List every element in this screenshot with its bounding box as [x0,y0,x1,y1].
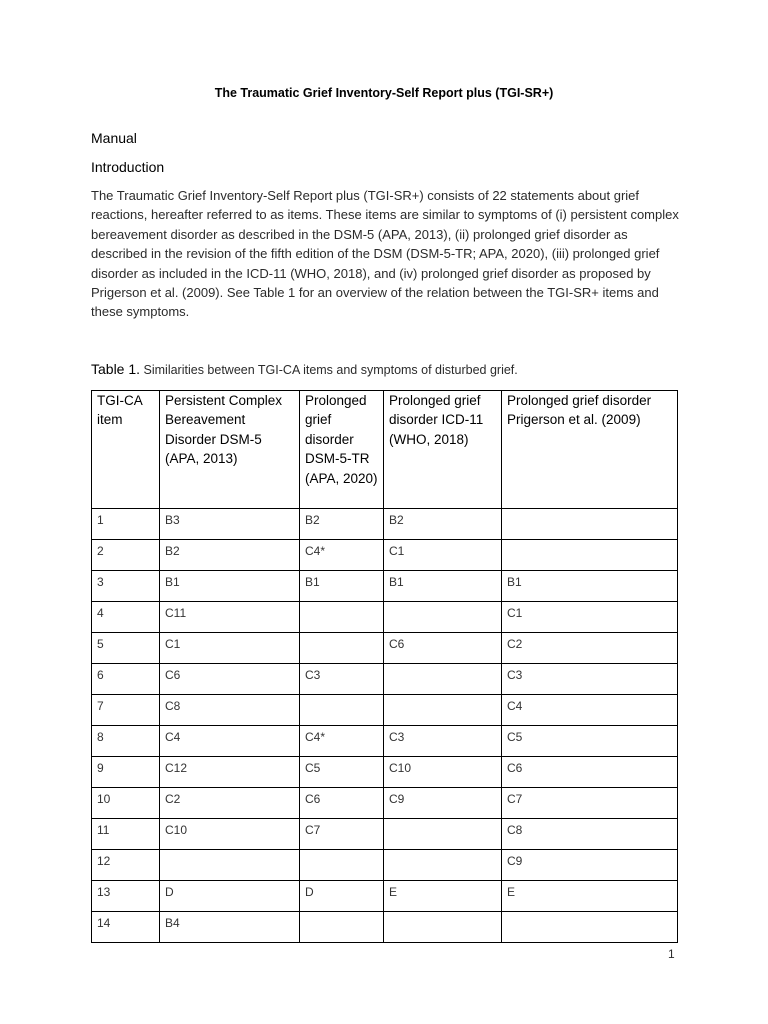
table-cell: B3 [160,509,300,540]
table-cell: C7 [300,819,384,850]
table-cell: C3 [300,664,384,695]
symptom-table [91,390,678,943]
table-cell: C5 [300,757,384,788]
table-row [92,912,678,943]
table-cell: 13 [92,881,160,912]
table-cell: 9 [92,757,160,788]
table-cell: E [502,881,678,912]
table-cell: 2 [92,540,160,571]
table-row [92,571,678,602]
table-cell [300,695,384,726]
page-number: 1 [668,947,675,961]
table-cell: E [384,881,502,912]
table-cell [300,912,384,943]
table-cell: C1 [384,540,502,571]
table-cell: C6 [300,788,384,819]
header-tgi-ca-item: TGI-CA item [92,391,160,509]
table-cell: 5 [92,633,160,664]
header-pcbd-dsm5: Persistent Complex Bereavement Disorder DSM-5 (APA, 2013) [160,391,300,509]
table-row [92,540,678,571]
table-cell: C1 [160,633,300,664]
table-cell [160,850,300,881]
table-cell [502,540,678,571]
table-cell: 6 [92,664,160,695]
table-row [92,757,678,788]
table-cell: C6 [160,664,300,695]
table-row [92,695,678,726]
table-cell: B1 [160,571,300,602]
table-cell: C6 [384,633,502,664]
table-cell: B1 [384,571,502,602]
table-cell: B2 [160,540,300,571]
table-cell: C4* [300,540,384,571]
table-header-row [92,391,678,509]
table-cell: C11 [160,602,300,633]
table-cell: C1 [502,602,678,633]
table-cell: B1 [300,571,384,602]
document-title: The Traumatic Grief Inventory-Self Report plus (TGI-SR+) [214,86,554,100]
table-row [92,633,678,664]
table-cell: C7 [502,788,678,819]
table-body [92,509,678,943]
table-cell: D [300,881,384,912]
table-cell: B2 [384,509,502,540]
table-cell: C2 [160,788,300,819]
table-cell [384,695,502,726]
table-cell [502,912,678,943]
table-cell: 11 [92,819,160,850]
table-cell: 14 [92,912,160,943]
table-cell: C10 [384,757,502,788]
table-row [92,726,678,757]
table-cell: C3 [502,664,678,695]
table-cell [384,912,502,943]
table-caption [91,361,518,377]
table-row [92,602,678,633]
table-row [92,881,678,912]
table-cell [300,633,384,664]
table-cell: C8 [160,695,300,726]
heading-introduction: Introduction [91,159,165,175]
table-row [92,788,678,819]
table-cell: B4 [160,912,300,943]
table-caption-text: Similarities between TGI-CA items and symptoms of disturbed grief. [140,363,518,377]
table-cell [384,664,502,695]
table-cell: C5 [502,726,678,757]
table-row [92,509,678,540]
table-cell: C3 [384,726,502,757]
table-cell: B2 [300,509,384,540]
table-cell: C9 [384,788,502,819]
table-cell [384,819,502,850]
table-cell [384,602,502,633]
header-pgd-icd11: Prolonged grief disorder ICD-11 (WHO, 2018) [384,391,502,509]
table-caption-label: Table 1. [91,361,141,377]
table-row [92,850,678,881]
table-cell: 10 [92,788,160,819]
table-cell: C2 [502,633,678,664]
table-cell: B1 [502,571,678,602]
table-cell: C6 [502,757,678,788]
table-cell: 3 [92,571,160,602]
heading-manual: Manual [91,130,137,146]
table-cell: 12 [92,850,160,881]
table-cell: 8 [92,726,160,757]
table-cell: C4* [300,726,384,757]
table-cell [502,509,678,540]
header-pgd-prigerson: Prolonged grief disorder Prigerson et al. (2009) [502,391,678,509]
intro-paragraph: The Traumatic Grief Inventory-Self Report plus (TGI-SR+) consists of 22 statements about grief reactions, hereafter referred to as items. These items are similar to symptoms of (i) persistent complex bereavement disorder as described in the DSM-5 (APA, 2013), (ii) prolonged grief disorder as described in the revision of the fifth edition of the DSM (DSM-5-TR; APA, 2020), (iii) prolonged grief disorder as included in the ICD-11 (WHO, 2018), and (iv) prolonged grief disorder as proposed by Prigerson et al. (2009). See Table 1 for an overview of the relation between the TGI-SR+ items and these symptoms. [91,188,679,320]
table-row [92,664,678,695]
table-cell: C12 [160,757,300,788]
table-cell: 7 [92,695,160,726]
table-row [92,819,678,850]
table-cell: C4 [502,695,678,726]
header-pgd-dsm5tr: Prolonged grief disorder DSM-5-TR (APA, 2020) [300,391,384,509]
table-cell: C9 [502,850,678,881]
table-cell: 4 [92,602,160,633]
table-cell [384,850,502,881]
table-cell: C8 [502,819,678,850]
table-cell: C4 [160,726,300,757]
table-cell [300,602,384,633]
table-cell: C10 [160,819,300,850]
table-cell: 1 [92,509,160,540]
table-cell: D [160,881,300,912]
table-cell [300,850,384,881]
